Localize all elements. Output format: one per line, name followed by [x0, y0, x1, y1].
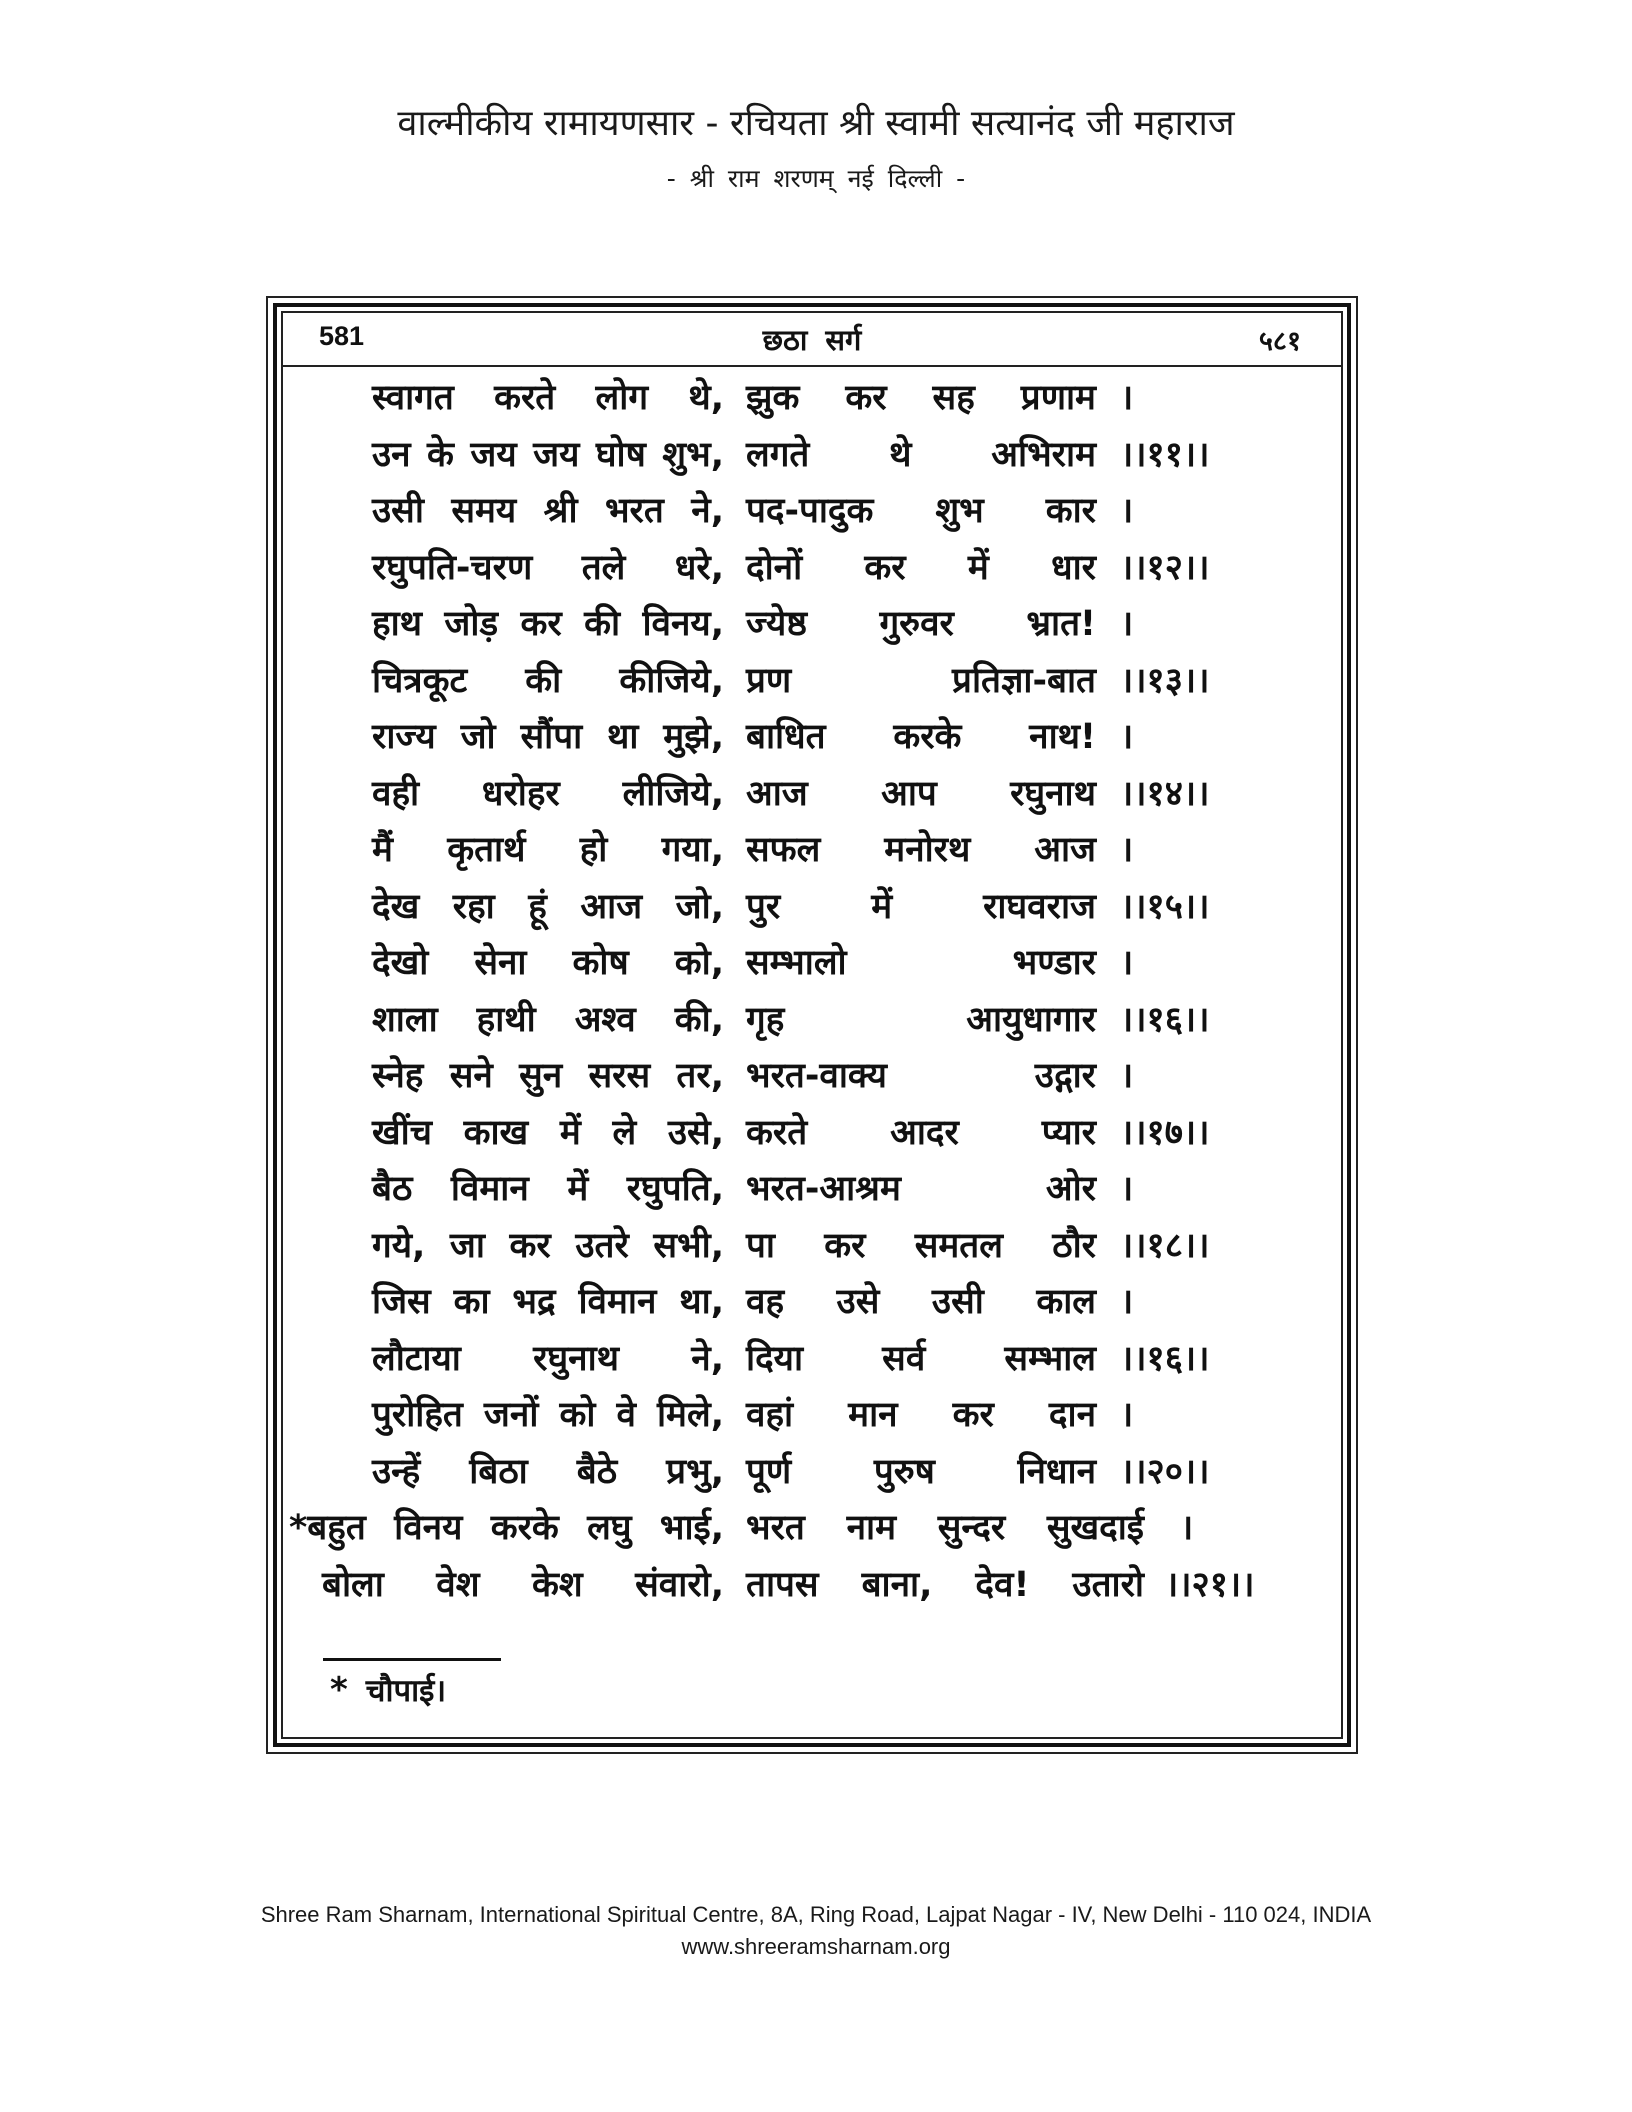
verse-second-half: गृह आयुधागार [746, 999, 1096, 1040]
verse-first-half: शाला हाथी अश्व की, [372, 999, 724, 1040]
verse-number-mark: ।।२०।। [1120, 1451, 1210, 1492]
verse-number-mark: । [1180, 1508, 1194, 1548]
verse-number-mark: । [1120, 1056, 1134, 1096]
document-title: वाल्मीकीय रामायणसार - रचियता श्री स्वामी सत्यानंद जी महाराज [397, 103, 1235, 144]
verse-number-mark: ।।१५।। [1120, 886, 1210, 927]
verse-number-mark: । [1120, 491, 1134, 531]
verse-line [0, 1274, 1632, 1330]
verse-first-half: गये, जा कर उतरे सभी, [372, 1225, 724, 1266]
verse-number-mark: । [1120, 830, 1134, 870]
verse-line [0, 1444, 1632, 1500]
verse-second-half: पूर्ण पुरुष निधान [746, 1451, 1096, 1492]
verse-line [0, 1161, 1632, 1217]
verse-second-half: भरत-आश्रम ओर [746, 1169, 1096, 1209]
verse-second-half: वहां मान कर दान [746, 1395, 1096, 1435]
verse-second-half: भरत-वाक्य उद्गार [746, 1056, 1096, 1096]
verse-second-half: पुर में राघवराज [746, 886, 1096, 927]
verse-number-mark: ।।१२।। [1120, 547, 1210, 588]
verse-number-mark: ।।११।। [1120, 434, 1210, 475]
verse-first-half: जिस का भद्र विमान था, [372, 1282, 724, 1322]
verse-first-half: हाथ जोड़ कर की विनय, [372, 604, 724, 644]
verse-number-mark: ।।१६।। [1120, 1338, 1210, 1379]
verse-line [0, 879, 1632, 935]
verse-second-half: पा कर समतल ठौर [746, 1225, 1096, 1266]
verse-second-half: बाधित करके नाथ! [746, 717, 1096, 757]
verse-second-half: वह उसे उसी काल [746, 1282, 1096, 1322]
verse-first-half: खींच काख में ले उसे, [372, 1112, 724, 1153]
verse-line [0, 1048, 1632, 1104]
verse-first-half: *बहुत विनय करके लघु भाई, [289, 1508, 724, 1548]
verse-second-half: लगते थे अभिराम [746, 434, 1096, 475]
verse-first-half: लौटाया रघुनाथ ने, [372, 1338, 724, 1379]
verse-first-half: बैठ विमान में रघुपति, [372, 1169, 724, 1209]
verse-line [0, 1105, 1632, 1161]
verse-second-half: भरत नाम सुन्दर सुखदाई [746, 1508, 1144, 1548]
verse-line [0, 370, 1632, 426]
verse-first-half: राज्य जो सौंपा था मुझे, [372, 717, 724, 757]
document-subtitle: - श्री राम शरणम् नई दिल्ली - [666, 164, 966, 193]
verse-line [0, 709, 1632, 765]
verse-number-mark: । [1120, 378, 1134, 418]
verse-line [0, 1387, 1632, 1443]
verse-first-half: चित्रकूट की कीजिये, [372, 660, 724, 701]
asterisk-icon: * [330, 1670, 348, 1710]
verse-second-half: करते आदर प्यार [746, 1112, 1096, 1153]
verse-number-mark: ।।१६।। [1120, 999, 1210, 1040]
footnote-divider [323, 1658, 501, 1661]
verse-second-half: ज्येष्ठ गुरुवर भ्रात! [746, 604, 1096, 644]
verse-line [0, 653, 1632, 709]
verse-line [0, 427, 1632, 483]
verse-second-half: पद-पादुक शुभ कार [746, 491, 1096, 531]
verse-first-half: देख रहा हूं आज जो, [372, 886, 724, 927]
verse-number-mark: ।।१८।। [1120, 1225, 1210, 1266]
page-number-arabic: 581 [319, 321, 365, 351]
verse-line [0, 992, 1632, 1048]
verse-number-mark: ।।२१।। [1165, 1564, 1255, 1605]
verse-line [0, 596, 1632, 652]
verse-second-half: प्रण प्रतिज्ञा-बात [746, 660, 1096, 701]
page-header [283, 313, 1341, 367]
verse-first-half: बोला वेश केश संवारो, [322, 1564, 724, 1605]
verse-first-half: उन के जय जय घोष शुभ, [372, 434, 724, 475]
verse-line [0, 483, 1632, 539]
verse-line [0, 1331, 1632, 1387]
footer-website: www.shreeramsharnam.org [681, 1934, 951, 1959]
verse-first-half: मैं कृतार्थ हो गया, [372, 830, 724, 870]
verse-second-half: दोनों कर में धार [746, 547, 1096, 588]
verse-second-half: झुक कर सह प्रणाम [746, 378, 1096, 418]
chapter-title: छठा सर्ग [762, 323, 862, 357]
verse-number-mark: । [1120, 717, 1134, 757]
verse-line [0, 766, 1632, 822]
footnote-text: चौपाई। [365, 1673, 447, 1709]
verse-first-half: वही धरोहर लीजिये, [372, 773, 724, 814]
verse-first-half: पुरोहित जनों को वे मिले, [372, 1395, 724, 1435]
verse-number-mark: ।।१४।। [1120, 773, 1210, 814]
verse-line [0, 540, 1632, 596]
verse-line [0, 935, 1632, 991]
verse-number-mark: । [1120, 604, 1134, 644]
verse-first-half: देखो सेना कोष को, [372, 943, 724, 983]
verse-line [0, 1218, 1632, 1274]
verse-second-half: सफल मनोरथ आज [746, 830, 1096, 870]
verse-first-half: उन्हें बिठा बैठे प्रभु, [372, 1451, 724, 1492]
verse-number-mark: ।।१७।। [1120, 1112, 1210, 1153]
verse-line [0, 1557, 1632, 1613]
footer-address: Shree Ram Sharnam, International Spiritual Centre, 8A, Ring Road, Lajpat Nagar - IV, New Delhi - 110 024, INDIA [260, 1902, 1372, 1927]
footnote [330, 1668, 446, 1713]
verse-first-half: उसी समय श्री भरत ने, [372, 491, 724, 531]
verse-first-half: स्वागत करते लोग थे, [372, 378, 724, 418]
verse-second-half: तापस बाना, देव! उतारो [746, 1564, 1144, 1605]
verse-line [0, 822, 1632, 878]
verse-number-mark: । [1120, 1169, 1134, 1209]
verse-first-half: रघुपति-चरण तले धरे, [372, 547, 724, 588]
verse-number-mark: । [1120, 1395, 1134, 1435]
verse-second-half: दिया सर्व सम्भाल [746, 1338, 1096, 1379]
verse-line [0, 1500, 1632, 1556]
verse-number-mark: ।।१३।। [1120, 660, 1210, 701]
verse-second-half: आज आप रघुनाथ [746, 773, 1096, 814]
verse-number-mark: । [1120, 943, 1134, 983]
page-number-devanagari: ५८१ [1258, 326, 1301, 357]
verse-number-mark: । [1120, 1282, 1134, 1322]
verse-first-half: स्नेह सने सुन सरस तर, [372, 1056, 724, 1096]
verse-second-half: सम्भालो भण्डार [746, 943, 1096, 983]
